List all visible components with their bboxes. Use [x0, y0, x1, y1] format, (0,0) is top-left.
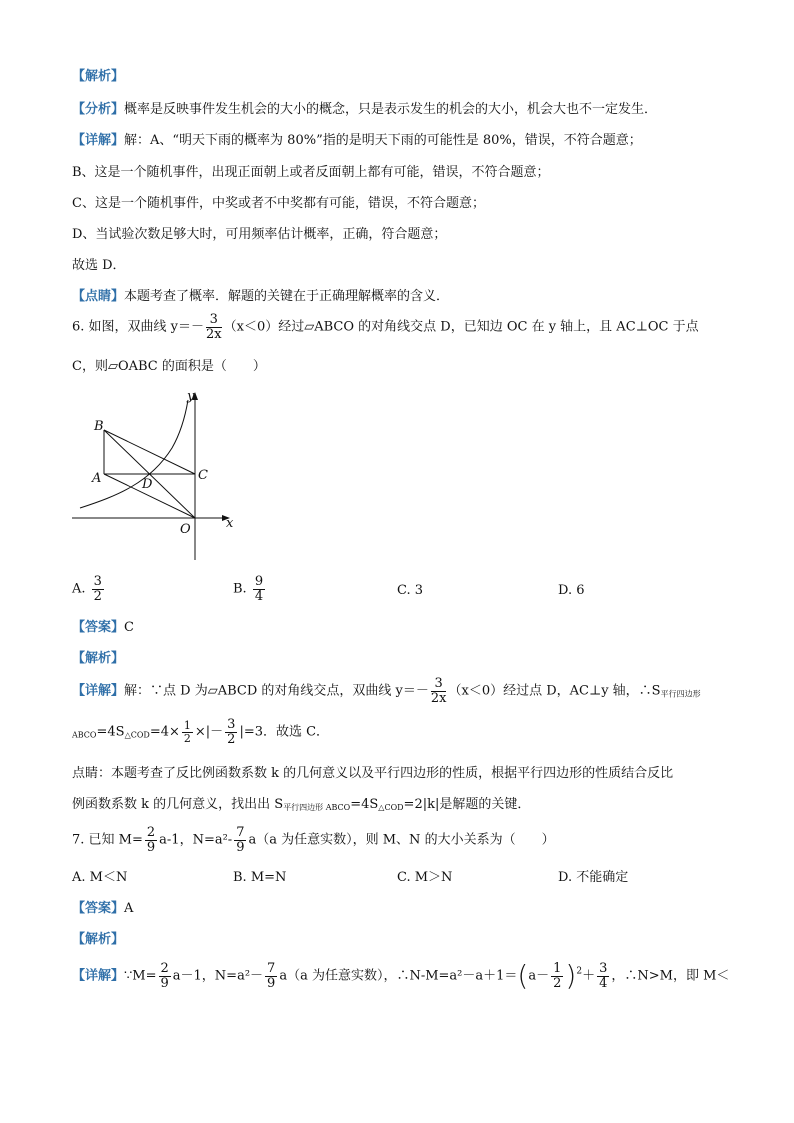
fraction-denominator: 2x	[206, 326, 222, 342]
q7-option-c: C. M＞N	[397, 870, 453, 885]
detail-part: （x＜0）经过点 D，AC⊥y 轴，∴S	[448, 683, 661, 699]
note-part: =2|k|是解题的关键．	[403, 797, 531, 812]
fraction-numerator: 3	[599, 961, 608, 976]
fraction-numerator: 7	[236, 825, 245, 840]
square-exponent: 2	[576, 966, 583, 977]
hyperbola-curve	[80, 400, 188, 508]
detail-part: ∵M=	[124, 968, 157, 984]
option-b-explanation: B、这是一个随机事件，出现正面朝上或者反面朝上都有可能，错误，不符合题意；	[72, 165, 550, 180]
q7-detail	[72, 959, 730, 993]
q6-option-c: C. 3	[397, 583, 424, 598]
answer-value: A	[124, 901, 134, 916]
q6-analysis-heading: 【解析】	[72, 651, 125, 666]
fraction-numerator: 2	[146, 825, 156, 840]
label-D: D	[142, 477, 153, 492]
q6-note-line1: 点睛：本题考查了反比例函数系数 k 的几何意义以及平行四边形的性质，根据平行四边形的性质结合反比	[72, 766, 674, 781]
label-y: y	[187, 389, 195, 404]
option-c-explanation: C、这是一个随机事件，中奖或者不中奖都有可能，错误，不符合题意；	[72, 196, 485, 211]
fraction-numerator: 3	[93, 574, 102, 589]
detail-tag: 【详解】	[72, 133, 125, 148]
fraction-denominator: 9	[146, 839, 156, 855]
q7-stem	[72, 826, 555, 854]
q7-fraction	[145, 826, 157, 854]
option-fraction	[253, 575, 265, 603]
answer-tag: 【答案】	[72, 901, 125, 916]
detail-fraction	[551, 962, 563, 990]
fraction-denominator: 9	[267, 975, 276, 991]
detail-fraction	[265, 962, 277, 990]
q6-detail-line1	[72, 677, 701, 705]
edge-BC	[104, 430, 195, 474]
q6-hyperbola-fraction	[206, 313, 222, 341]
q6-detail-line2	[72, 718, 329, 746]
q7-answer	[72, 902, 133, 915]
fraction-denominator: 9	[160, 975, 169, 991]
q6-stem-line2: C，则▱OABC 的面积是（ ）	[72, 359, 266, 374]
fraction-numerator: 3	[431, 677, 447, 692]
fraction-denominator: 4	[599, 975, 608, 991]
detail-tag: 【详解】	[72, 683, 125, 699]
option-label: A.	[72, 581, 86, 597]
subscript: △COD	[124, 730, 150, 740]
q6-option-a	[72, 575, 106, 603]
q7-option-d: D. 不能确定	[558, 870, 629, 885]
right-paren: )	[565, 959, 577, 993]
detail-tag: 【详解】	[72, 968, 125, 984]
fraction-denominator: 2	[93, 588, 102, 604]
fraction-denominator: 2	[553, 975, 562, 991]
q7-option-b: B. M=N	[233, 870, 287, 885]
fraction-numerator: 3	[227, 717, 236, 732]
detail-part: a（a 为任意实数），∴N-M=a²－a＋1＝	[279, 968, 518, 984]
q6-stem-line1	[72, 313, 699, 341]
detail-text: 解：A、“明天下雨的概率为 80%”指的是明天下雨的可能性是 80%，错误，不符合题意；	[124, 133, 642, 148]
detail-part: |=3．故选 C．	[239, 724, 330, 740]
option-fraction	[92, 575, 104, 603]
fraction-denominator: 2	[183, 731, 191, 745]
option-d-explanation: D、当试验次数足够大时，可用频率估计概率，正确，符合题意；	[72, 227, 447, 242]
subscript: 平行四边形	[660, 689, 701, 699]
q7-stem-part: 7. 已知 M=	[72, 832, 143, 848]
fraction-denominator: 2x	[430, 690, 447, 706]
detail-part: ×|－	[194, 724, 224, 740]
fraction-numerator: 7	[267, 961, 276, 976]
analysis-heading: 【解析】	[72, 69, 125, 84]
q6-stem-part: 6. 如图，双曲线 y＝－	[72, 319, 205, 335]
detail-fraction	[225, 718, 237, 746]
q6-option-d: D. 6	[558, 583, 585, 598]
q6-note-line2	[72, 798, 530, 812]
detail-part: a－1，N=a²－	[172, 968, 264, 984]
note-part: =4S	[350, 797, 379, 812]
detail-part: ＋	[582, 968, 596, 984]
q6-answer	[72, 621, 134, 634]
analysis-tag: 【分析】	[72, 102, 125, 117]
q7-option-a: A. M＜N	[72, 870, 128, 885]
answer-tag: 【答案】	[72, 620, 125, 635]
remark-text: 本题考查了概率．解题的关键在于正确理解概率的含义．	[124, 289, 450, 304]
label-O: O	[180, 522, 191, 537]
detail-part: a－	[528, 968, 550, 984]
detail-fraction	[159, 962, 171, 990]
label-B: B	[94, 419, 104, 434]
detail-fraction	[182, 720, 193, 744]
q6-option-b	[233, 575, 267, 603]
q6-stem-part: （x＜0）经过▱ABCO 的对角线交点 D，已知边 OC 在 y 轴上，且 AC⊥OC 于点	[223, 319, 699, 335]
detail-paragraph	[72, 134, 642, 147]
detail-part: =4×	[149, 724, 180, 740]
fraction-denominator: 2	[227, 731, 236, 747]
analysis-text: 概率是反映事件发生机会的大小的概念，只是表示发生的机会的大小，机会大也不一定发生．	[124, 102, 658, 117]
label-C: C	[198, 468, 208, 483]
analysis-paragraph	[72, 103, 657, 116]
q6-figure	[62, 388, 247, 568]
fraction-numerator: 1	[183, 719, 191, 733]
fraction-numerator: 2	[160, 961, 169, 976]
left-paren: (	[517, 959, 529, 993]
q7-analysis-heading: 【解析】	[72, 932, 125, 947]
subscript: 平行四边形 ABCO	[283, 803, 351, 812]
conclusion: 故选 D．	[72, 258, 126, 273]
q7-stem-part: a（a 为任意实数），则 M、N 的大小关系为（ ）	[248, 832, 555, 848]
subscript: ABCO	[72, 730, 97, 740]
detail-part: 解：∵点 D 为▱ABCD 的对角线交点，双曲线 y＝－	[124, 683, 429, 699]
fraction-numerator: 1	[553, 961, 562, 976]
option-label: B.	[233, 581, 247, 597]
answer-value: C	[124, 620, 134, 635]
label-A: A	[92, 471, 102, 486]
q7-stem-part: a-1，N=a²-	[159, 832, 233, 848]
subscript: △COD	[378, 803, 404, 812]
remark-tag: 【点睛】	[72, 289, 125, 304]
note-part: 例函数系数 k 的几何意义，找出出 S	[72, 797, 284, 812]
fraction-numerator: 9	[254, 574, 264, 589]
detail-part: ，∴N>M，即 M＜	[611, 968, 730, 984]
remark-paragraph	[72, 290, 449, 303]
q7-fraction	[234, 826, 246, 854]
fraction-numerator: 3	[206, 313, 222, 328]
detail-fraction	[431, 677, 447, 705]
label-x: x	[226, 516, 234, 531]
detail-fraction	[597, 962, 609, 990]
fraction-denominator: 9	[236, 839, 245, 855]
detail-part: =4S	[96, 724, 125, 740]
fraction-denominator: 4	[254, 588, 264, 604]
